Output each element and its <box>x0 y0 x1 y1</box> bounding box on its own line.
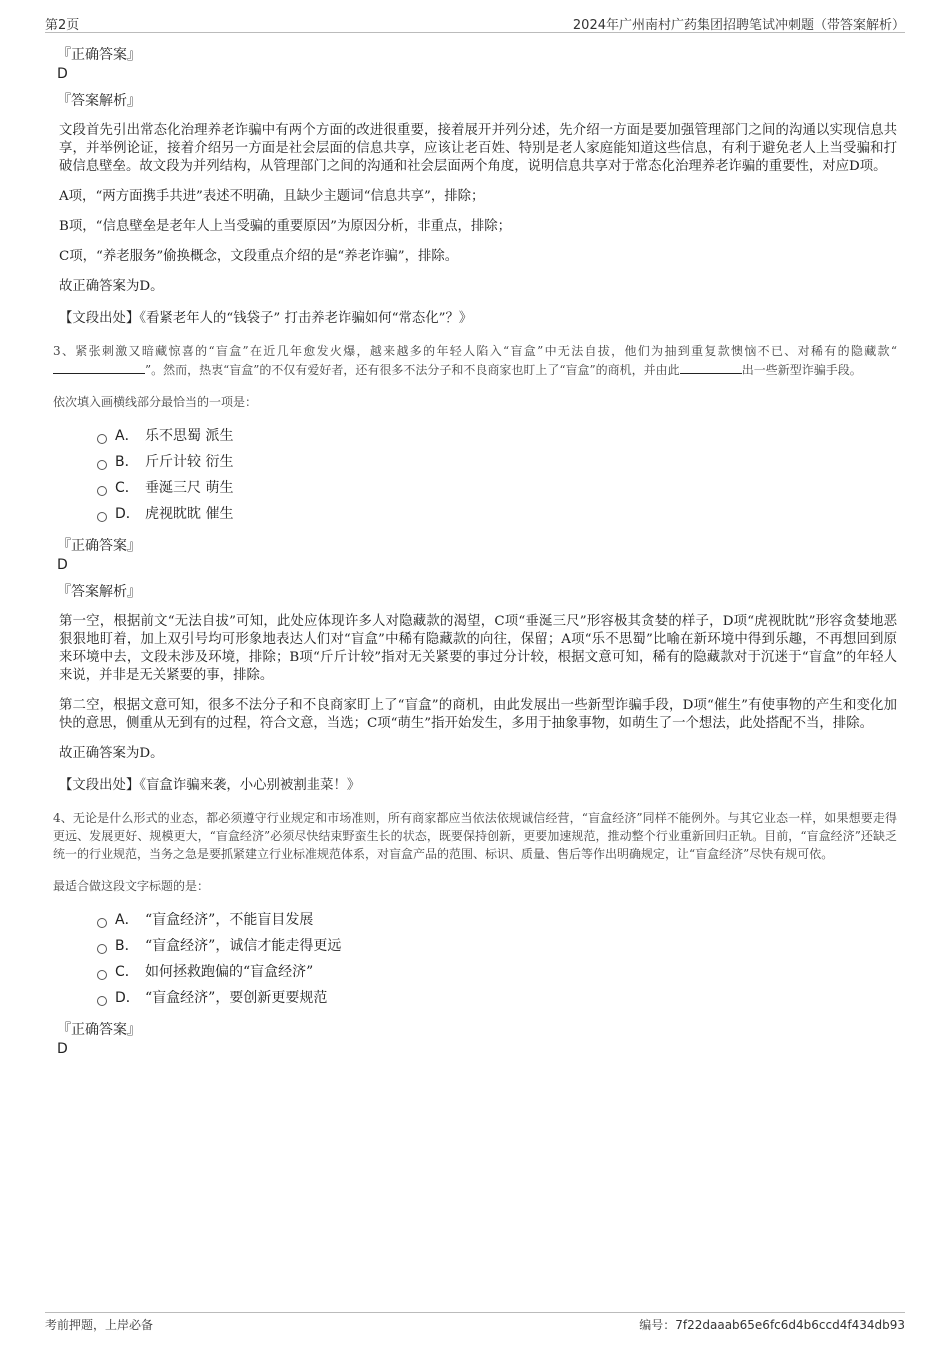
option-letter: B． <box>115 454 139 470</box>
radio-icon[interactable] <box>97 944 107 954</box>
document-title: 2024年广州南村广药集团招聘笔试冲刺题（带答案解析） <box>572 18 905 33</box>
question-4-prompt: 最适合做这段文字标题的是： <box>53 879 210 893</box>
analysis-paragraph: 文段首先引出常态化治理养老诈骗中有两个方面的改进很重要，接着展开并列分述，先介绍一方面是要加强管理部门之间的沟通以实现信息共享，并举例论证，接着介绍另一方面是社会层面的信息共享，应该让老百姓、特别是老人家庭能知道这些信息，有利于避免老人上当受骗和打破信息壁垒。故文段为并列结构，从管理部门之间的沟通和社会层面两个角度，说明信息共享对于常态化治理养老诈骗的重要性，对应D项。 <box>59 123 897 174</box>
option-text: “盲盒经济”，诚信才能走得更远 <box>145 938 342 954</box>
analysis-paragraph: 第二空，根据文意可知，很多不法分子和不良商家盯上了“盲盒”的商机，由此发展出一些新型诈骗手段，D项“催生”有使事物的产生和变化加快的意思，侧重从无到有的过程，符合文意，当选；C项“萌生”指开始发生，多用于抽象事物，如萌生了一个想法，此处搭配不当，排除。 <box>59 698 897 731</box>
page-footer <box>45 1312 905 1333</box>
option-b[interactable] <box>97 449 897 475</box>
option-letter: C． <box>115 964 139 980</box>
stem-part: 出一些新型诈骗手段。 <box>741 363 862 377</box>
analysis-paragraph: C项，“养老服务”偷换概念，文段重点介绍的是“养老诈骗”，排除。 <box>59 249 459 264</box>
analysis-tag: 『答案解析』 <box>57 93 141 109</box>
question-3-prompt: 依次填入画横线部分最恰当的一项是： <box>53 395 258 409</box>
option-text: 乐不思蜀 派生 <box>145 428 234 444</box>
correct-answer: D <box>57 1041 68 1057</box>
page-header <box>45 12 905 33</box>
option-b[interactable] <box>97 933 897 959</box>
radio-icon[interactable] <box>97 486 107 496</box>
option-text: 虎视眈眈 催生 <box>145 506 234 522</box>
radio-icon[interactable] <box>97 918 107 928</box>
option-d[interactable] <box>97 501 897 527</box>
radio-icon[interactable] <box>97 460 107 470</box>
question-3-options <box>97 423 897 527</box>
radio-icon[interactable] <box>97 434 107 444</box>
option-a[interactable] <box>97 423 897 449</box>
footer-slogan: 考前押题，上岸必备 <box>45 1318 154 1332</box>
option-letter: B． <box>115 938 139 954</box>
stem-part: 3、紧张刺激又暗藏惊喜的“盲盒”在近几年愈发火爆，越来越多的年轻人陷入“盲盒”中无法自拔，他们为抽到重复款懊恼不已、对稀有的隐藏款“ <box>53 344 897 358</box>
passage-source: 【文段出处】《盲盒诈骗来袭，小心别被割韭菜！》 <box>59 778 361 793</box>
option-text: “盲盒经济”，要创新更要规范 <box>145 990 328 1006</box>
stem-part: ”。然而，热衷“盲盒”的不仅有爱好者，还有很多不法分子和不良商家也盯上了“盲盒”的商机，并由此 <box>145 363 680 377</box>
analysis-tag: 『答案解析』 <box>57 584 141 600</box>
option-text: 垂涎三尺 萌生 <box>145 480 234 496</box>
option-text: 如何拯救跑偏的“盲盒经济” <box>145 964 314 980</box>
fill-blank <box>680 360 742 374</box>
document-id: 编号：7f22daaab65e6fc6d4b6ccd4f434db93 <box>639 1318 905 1332</box>
question-4-options <box>97 907 897 1011</box>
option-text: 斤斤计较 衍生 <box>145 454 234 470</box>
correct-answer: D <box>57 557 68 573</box>
passage-source: 【文段出处】《看紧老年人的“钱袋子” 打击养老诈骗如何“常态化”？》 <box>59 311 473 326</box>
option-d[interactable] <box>97 985 897 1011</box>
analysis-paragraph: B项，“信息壁垒是老年人上当受骗的重要原因”为原因分析，非重点，排除； <box>59 219 512 234</box>
answer-tag: 『正确答案』 <box>57 1022 141 1038</box>
option-letter: D． <box>115 506 140 522</box>
analysis-paragraph: 第一空，根据前文“无法自拔”可知，此处应体现许多人对隐藏款的渴望，C项“垂涎三尺”形容极其贪婪的样子，D项“虎视眈眈”形容贪婪地恶狠狠地盯着，加上双引号均可形象地表达人们对“盲盒”中稀有隐藏款的向往，保留；A项“乐不思蜀”比喻在新环境中得到乐趣，不再想回到原来环境中去，文段未涉及环境，排除；B项“斤斤计较”指对无关紧要的事过分计较，根据文意可知，稀有的隐藏款对于沉迷于“盲盒”的年轻人来说，并非是无关紧要的事，排除。 <box>59 614 897 683</box>
fill-blank <box>53 360 145 374</box>
option-letter: C． <box>115 480 139 496</box>
question-3-stem <box>53 342 897 379</box>
page-content <box>53 46 897 1067</box>
radio-icon[interactable] <box>97 970 107 980</box>
analysis-paragraph: A项，“两方面携手共进”表述不明确，且缺少主题词“信息共享”，排除； <box>59 189 485 204</box>
answer-tag: 『正确答案』 <box>57 538 141 554</box>
option-text: “盲盒经济”，不能盲目发展 <box>145 912 314 928</box>
analysis-paragraph: 故正确答案为D。 <box>59 279 164 294</box>
option-letter: A． <box>115 912 139 928</box>
page-number: 第2页 <box>45 18 80 33</box>
option-letter: A． <box>115 428 139 444</box>
option-c[interactable] <box>97 475 897 501</box>
option-a[interactable] <box>97 907 897 933</box>
analysis-paragraph: 故正确答案为D。 <box>59 746 164 761</box>
option-letter: D． <box>115 990 140 1006</box>
correct-answer: D <box>57 66 68 82</box>
option-c[interactable] <box>97 959 897 985</box>
radio-icon[interactable] <box>97 512 107 522</box>
radio-icon[interactable] <box>97 996 107 1006</box>
answer-tag: 『正确答案』 <box>57 47 141 63</box>
question-4-stem: 4、无论是什么形式的业态，都必须遵守行业规定和市场准则，所有商家都应当依法依规诚信经营，“盲盒经济”同样不能例外。与其它业态一样，如果想要走得更远、发展更好、规模更大，“盲盒经济”必须尽快结束野蛮生长的状态，既要保持创新，更要加速规范，推动整个行业重新回归正轨。目前，“盲盒经济”还缺乏统一的行业规范，当务之急是要抓紧建立行业标准规范体系，对盲盒产品的范围、标识、质量、售后等作出明确规定，让“盲盒经济”尽快有规可依。 <box>53 811 897 861</box>
